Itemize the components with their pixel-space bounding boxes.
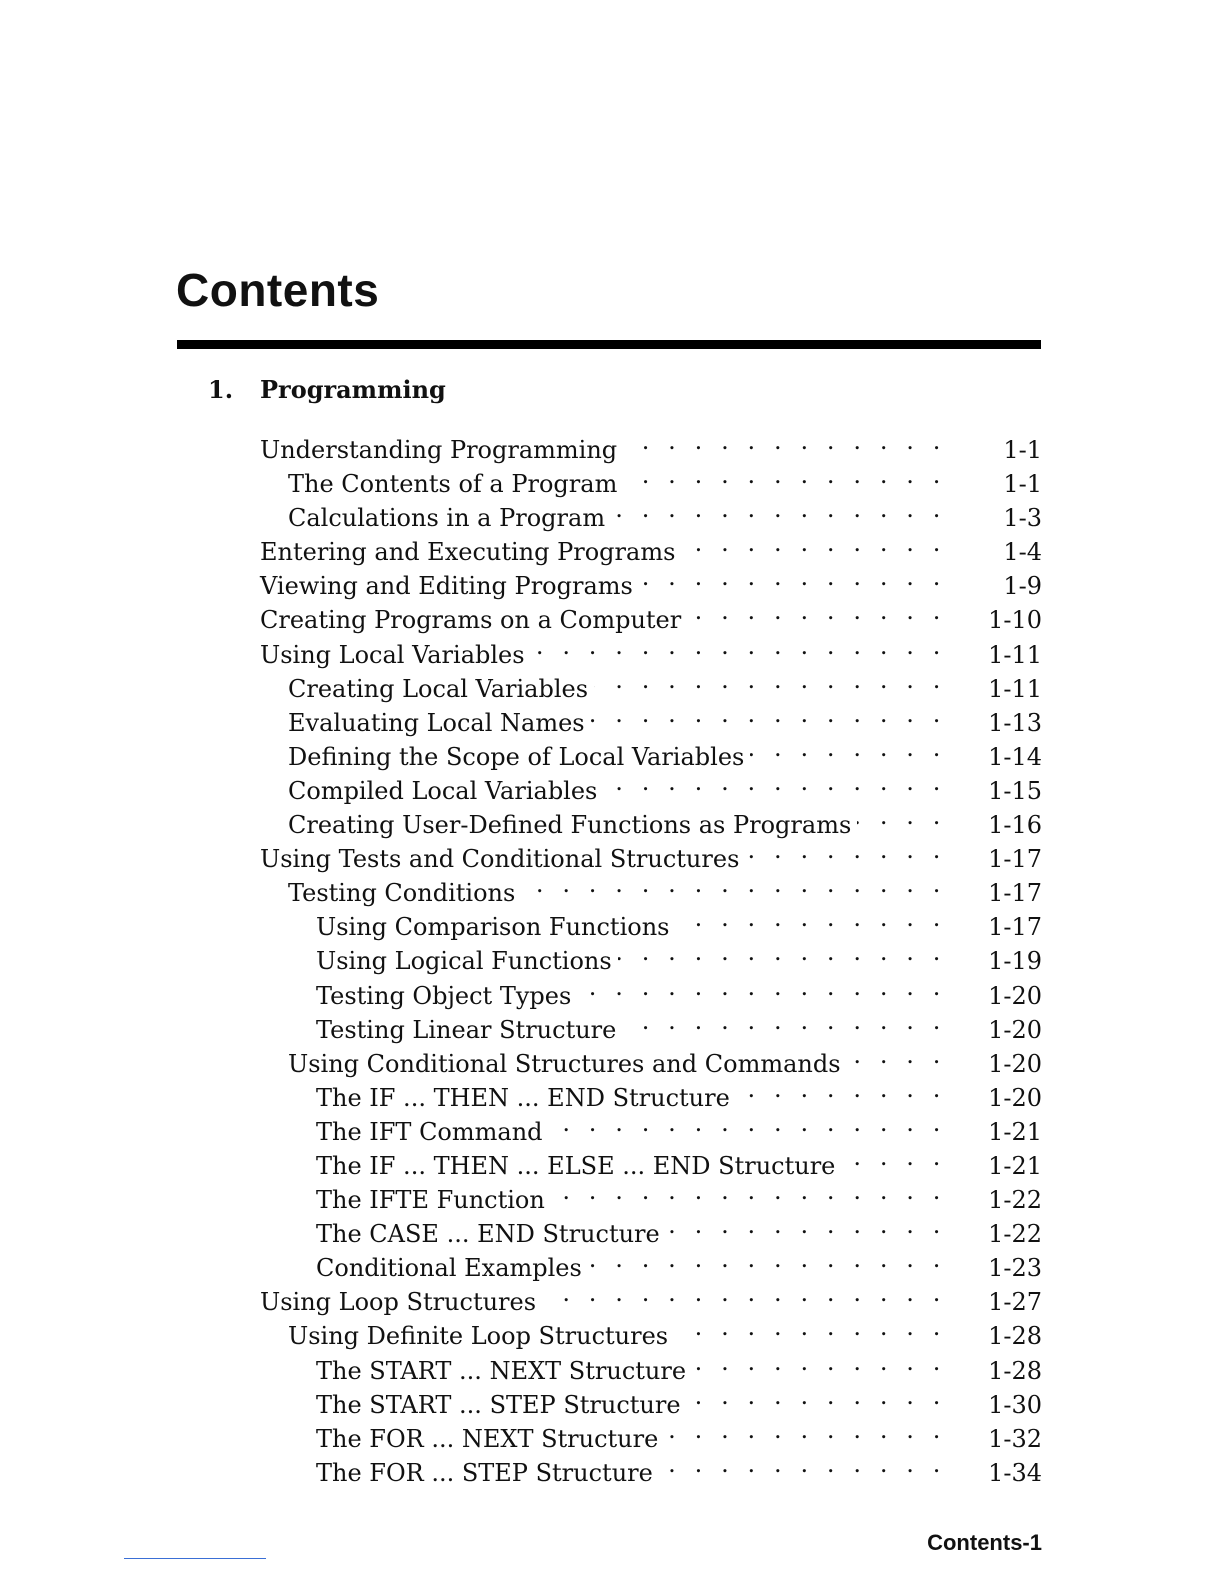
toc-entry-page: 1-14 [988,742,1042,771]
toc-entry-row [260,560,1042,601]
toc-entry-page: 1-9 [1003,572,1042,601]
toc-entry-page: 1-32 [988,1424,1042,1453]
toc-entry-label: Compiled Local Variables [288,776,598,805]
toc-entry-page: 1-20 [988,1049,1042,1078]
toc-entry-label: The IF ... THEN ... END Structure [316,1083,730,1112]
toc-entry[interactable] [260,629,1042,669]
toc-entry-label: Creating Programs on a Computer [260,606,682,635]
toc-entry-label: The START ... STEP Structure [316,1390,681,1419]
toc-entry-row [316,1345,1042,1385]
toc-leader-dots [664,1413,946,1447]
toc-entry-row [316,970,1042,1010]
toc-entry-row [316,1140,1042,1180]
toc-entry-page: 1-20 [988,1015,1042,1044]
toc-entry-row [316,1004,1042,1044]
toc-entry-label: The IF ... THEN ... ELSE ... END Structure [316,1151,836,1180]
toc-leader-dots [745,833,946,867]
chapter-number: 1. [208,375,234,404]
toc-leader-dots [577,970,946,1004]
toc-entry-page: 1-3 [1003,504,1042,533]
toc-entry-row [260,1276,1042,1317]
toc-entry-page: 1-17 [988,879,1042,908]
toc-entry[interactable] [260,935,1042,976]
toc-leader-dots [603,765,946,799]
toc-entry[interactable] [260,1140,1042,1180]
toc-entry-label: The Contents of a Program [288,470,618,499]
toc-entry[interactable] [260,1345,1042,1385]
toc-entry-row [316,1242,1042,1283]
toc-entry-row [288,492,1042,533]
toc-entry[interactable] [260,867,1042,908]
toc-entry-row [316,901,1042,942]
toc-entry[interactable] [260,799,1042,840]
toc-entry-page: 1-17 [988,913,1042,942]
toc-entry[interactable] [260,833,1042,874]
toc-entry[interactable] [260,424,1042,464]
toc-entry-row [288,799,1042,840]
toc-entry[interactable] [260,1413,1042,1453]
toc-entry-page: 1-11 [988,674,1042,703]
toc-entry-label: Conditional Examples [316,1254,582,1283]
toc-entry-label: Testing Conditions [288,879,516,908]
toc-entry-label: Evaluating Local Names [288,708,585,737]
toc-entry-row [260,629,1042,669]
toc-entry-page: 1-21 [988,1151,1042,1180]
toc-leader-dots [687,1379,946,1413]
toc-leader-dots [666,1208,946,1242]
toc-entry[interactable] [260,1208,1042,1249]
toc-entry-page: 1-16 [988,811,1042,840]
toc-leader-dots [531,629,946,663]
toc-leader-dots [618,935,946,969]
toc-entry-row [288,731,1042,771]
toc-entry[interactable] [260,1038,1042,1078]
toc-entry[interactable] [260,560,1042,601]
toc-entry-page: 1-1 [1003,470,1042,499]
toc-leader-dots [551,1174,946,1208]
toc-entry-label: Using Conditional Structures and Commands [288,1049,841,1078]
toc-entry-label: Defining the Scope of Local Variables [288,742,745,771]
toc-entry[interactable] [260,1072,1042,1112]
toc-entry-row [288,867,1042,908]
toc-entry-label: Calculations in a Program [288,504,606,533]
toc-leader-dots [542,1276,946,1310]
toc-entry-row [288,1038,1042,1078]
toc-entry[interactable] [260,970,1042,1010]
page-footer: Contents-1 [927,1530,1042,1555]
toc-leader-dots [692,1345,946,1379]
toc-leader-dots [681,526,946,560]
toc-entry-page: 1-19 [988,947,1042,976]
toc-entry-label: Creating User-Defined Functions as Programs [288,811,852,840]
toc-entry[interactable] [260,901,1042,942]
toc-leader-dots [521,867,946,901]
toc-entry-label: The IFTE Function [316,1186,545,1215]
toc-entry[interactable] [260,663,1042,703]
toc-entry-label: Using Comparison Functions [316,913,670,942]
toc-list [260,424,1042,1487]
toc-entry[interactable] [260,697,1042,737]
toc-entry-row [288,458,1042,499]
toc-leader-dots [591,697,946,731]
toc-entry-page: 1-10 [988,606,1042,635]
toc-entry-row [288,765,1042,805]
toc-entry[interactable] [260,1242,1042,1283]
toc-entry[interactable] [260,458,1042,499]
toc-entry-row [316,1072,1042,1112]
toc-entry-page: 1-1 [1003,436,1042,464]
toc-entry-page: 1-13 [988,708,1042,737]
toc-entry-row [288,663,1042,703]
toc-entry[interactable] [260,1174,1042,1215]
toc-leader-dots [622,1004,946,1038]
toc-entry-label: The START ... NEXT Structure [316,1356,687,1385]
toc-entry-row [316,1106,1042,1146]
toc-leader-dots [639,560,946,594]
toc-entry-label: Understanding Programming [260,436,618,464]
toc-entry-row [316,1447,1042,1487]
toc-entry-page: 1-4 [1003,538,1042,567]
toc-entry-label: The FOR ... NEXT Structure [316,1424,659,1453]
toc-leader-dots [611,492,946,526]
chapter-title: Programming [260,375,446,404]
toc-entry[interactable] [260,1379,1042,1419]
toc-entry-page: 1-21 [988,1117,1042,1146]
toc-entry-row [260,594,1042,635]
toc-entry[interactable] [260,492,1042,533]
toc-entry[interactable] [260,594,1042,635]
toc-leader-dots [675,901,946,935]
toc-leader-dots [750,731,946,765]
toc-leader-dots [594,663,946,697]
toc-leader-dots [549,1106,946,1140]
toc-entry[interactable] [260,1004,1042,1044]
toc-entry-page: 1-17 [988,845,1042,874]
toc-entry-label: Testing Linear Structure [316,1015,617,1044]
toc-leader-dots [847,1038,946,1072]
toc-entry[interactable] [260,1106,1042,1146]
toc-leader-dots [736,1072,946,1106]
toc-entry[interactable] [260,1276,1042,1317]
toc-entry-row [260,833,1042,874]
toc-entry-page: 1-28 [988,1322,1042,1351]
chapter-heading[interactable] [208,372,446,408]
toc-entry-label: Using Loop Structures [260,1288,537,1317]
toc-entry-row [316,1174,1042,1215]
toc-entry-page: 1-34 [988,1458,1042,1487]
toc-entry-label: The CASE ... END Structure [316,1220,660,1249]
toc-entry-label: Entering and Executing Programs [260,538,676,567]
toc-entry-label: Using Logical Functions [316,947,612,976]
title-rule [177,340,1041,349]
toc-entry-label: The IFT Command [316,1117,543,1146]
toc-entry-page: 1-23 [988,1254,1042,1283]
toc-entry[interactable] [260,731,1042,771]
toc-leader-dots [841,1140,946,1174]
toc-entry-row [316,935,1042,976]
toc-leader-dots [623,424,946,458]
toc-entry-page: 1-20 [988,981,1042,1010]
toc-entry-page: 1-22 [988,1186,1042,1215]
toc-leader-dots [588,1242,946,1276]
toc-entry-page: 1-15 [988,776,1042,805]
toc-entry-page: 1-28 [988,1356,1042,1385]
toc-entry-label: Testing Object Types [316,981,572,1010]
toc-entry-label: Using Tests and Conditional Structures [260,845,740,874]
toc-entry-label: Using Definite Loop Structures [288,1322,669,1351]
toc-entry-label: Viewing and Editing Programs [260,572,633,601]
toc-entry[interactable] [260,765,1042,805]
toc-entry[interactable] [260,526,1042,567]
toc-entry-label: Using Local Variables [260,640,525,669]
toc-entry-page: 1-11 [988,640,1042,669]
toc-entry-page: 1-20 [988,1083,1042,1112]
toc-entry-row [316,1208,1042,1249]
page-edge-line [124,1558,266,1559]
toc-entry[interactable] [260,1447,1042,1487]
toc-entry-row [288,1310,1042,1351]
toc-leader-dots [687,594,946,628]
toc-leader-dots [659,1447,946,1481]
toc-entry-label: The FOR ... STEP Structure [316,1458,653,1487]
toc-entry-page: 1-30 [988,1390,1042,1419]
toc-entry-page: 1-22 [988,1220,1042,1249]
toc-entry-page: 1-27 [988,1288,1042,1317]
toc-entry-row [288,697,1042,737]
toc-leader-dots [857,799,946,833]
toc-leader-dots [623,458,946,492]
page-title: Contents [176,264,380,316]
toc-entry-row [316,1379,1042,1419]
toc-entry-row [260,424,1042,464]
toc-entry-row [316,1413,1042,1453]
toc-entry-label: Creating Local Variables [288,674,589,703]
toc-entry[interactable] [260,1310,1042,1351]
toc-entry-row [260,526,1042,567]
toc-leader-dots [674,1310,946,1344]
